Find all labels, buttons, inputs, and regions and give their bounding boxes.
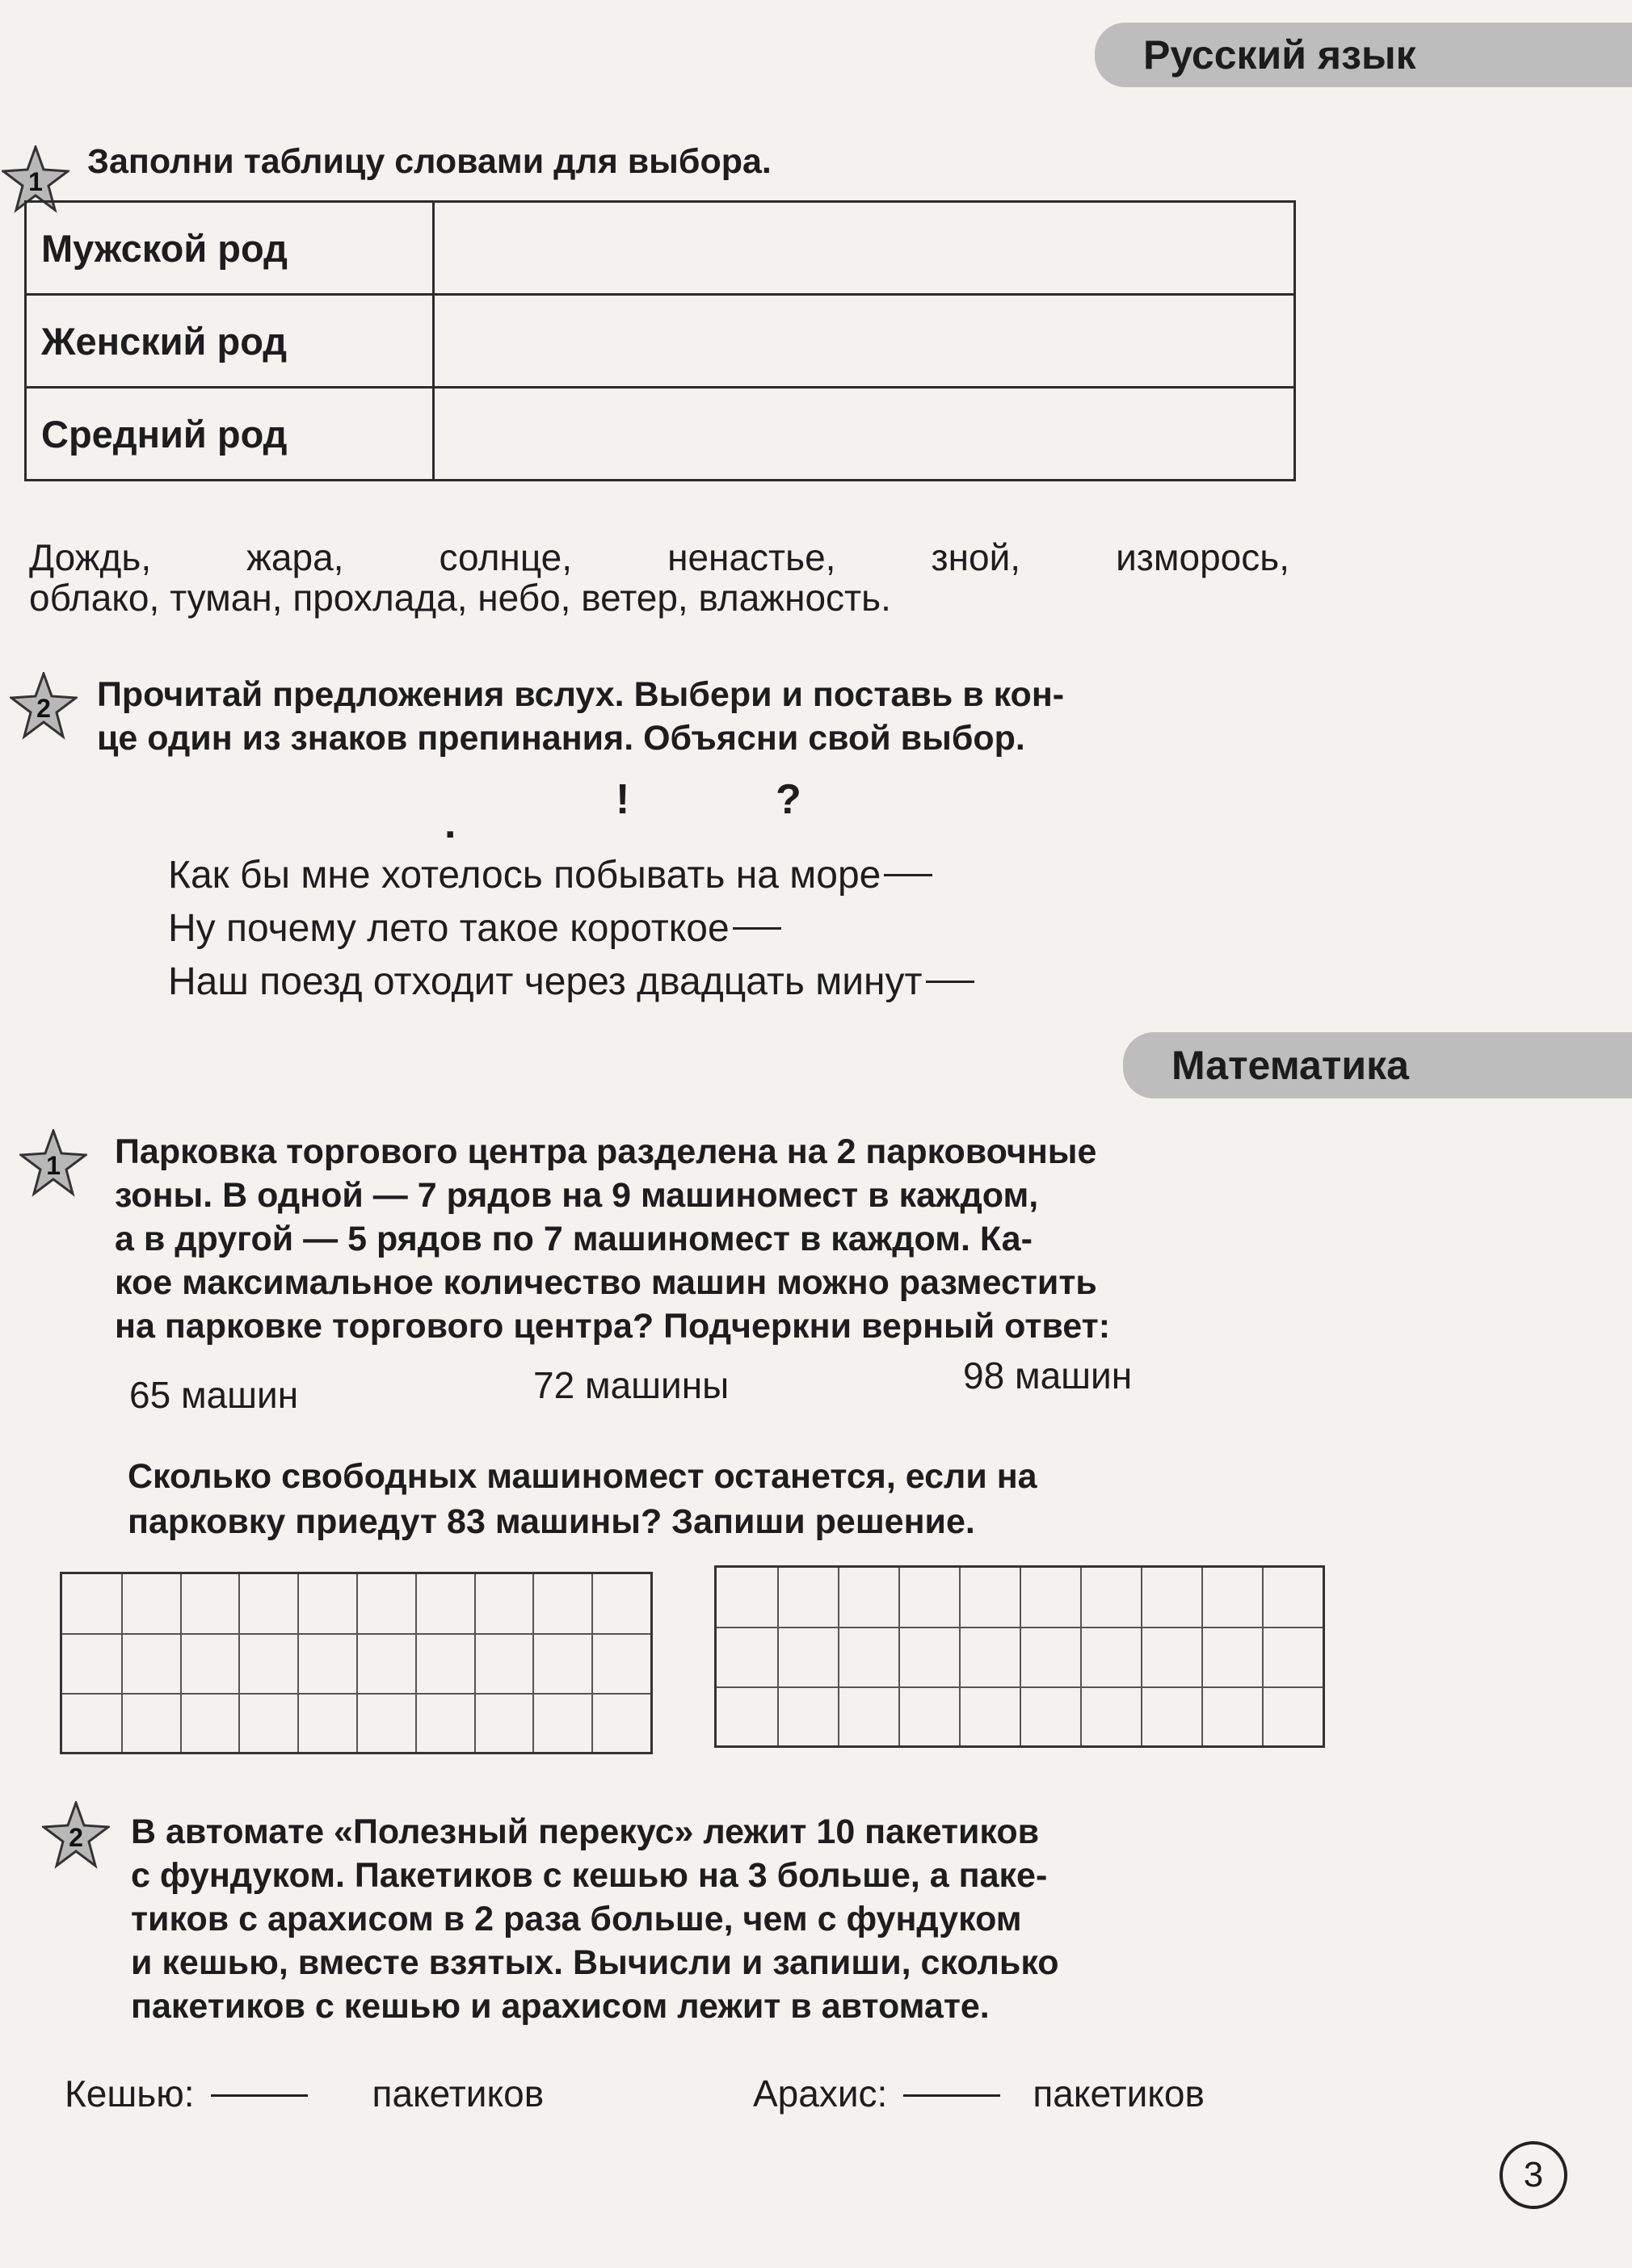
task-title: це один из знаков препинания. Объясни свой выбор. bbox=[97, 719, 1025, 758]
grid-line bbox=[297, 1574, 299, 1752]
answer-option[interactable]: 72 машины bbox=[533, 1364, 730, 1406]
grid-line bbox=[1141, 1568, 1142, 1745]
grid-line bbox=[1080, 1568, 1082, 1745]
gender-table bbox=[24, 200, 1296, 481]
grid-line bbox=[356, 1574, 358, 1752]
grid-line bbox=[1201, 1568, 1203, 1745]
answer-option[interactable]: 65 машин bbox=[129, 1374, 299, 1416]
grid-line bbox=[474, 1574, 476, 1752]
word-list: облако, туман, прохлада, небо, ветер, влажность. bbox=[29, 577, 891, 619]
grid-line bbox=[717, 1627, 1323, 1628]
word-list: Дождь, жара, солнце, ненастье, зной, изморось, bbox=[29, 536, 1289, 578]
task-text: кое максимальное количество машин можно разместить bbox=[115, 1263, 1097, 1302]
grid-line bbox=[717, 1686, 1323, 1688]
answer-cell[interactable] bbox=[434, 295, 1295, 388]
sentence-line: Как бы мне хотелось побывать на море bbox=[168, 850, 932, 901]
answer-blank[interactable] bbox=[733, 927, 781, 930]
grid-line bbox=[898, 1568, 900, 1745]
task-text: на парковке торгового центра? Подчеркни верный ответ: bbox=[115, 1307, 1111, 1346]
row-label: Женский род bbox=[26, 295, 434, 388]
row-label: Мужской род bbox=[26, 202, 434, 295]
sentence-line: Ну почему лето такое короткое bbox=[168, 903, 781, 955]
task-text: Сколько свободных машиномест останется, если на bbox=[128, 1457, 1037, 1496]
task-star-icon: 1 bbox=[2, 145, 69, 213]
task-star-icon: 1 bbox=[19, 1129, 87, 1197]
section-header-math: Математика bbox=[1123, 1032, 1632, 1098]
answer-cashew: Кешью: пакетиков bbox=[65, 2073, 545, 2115]
grid-line bbox=[1262, 1568, 1264, 1745]
task-title: Прочитай предложения вслух. Выбери и поставь в кон- bbox=[97, 675, 1065, 714]
answer-cell[interactable] bbox=[434, 202, 1295, 295]
answer-grid[interactable] bbox=[60, 1572, 653, 1754]
grid-line bbox=[532, 1574, 534, 1752]
punctuation-mark: . bbox=[444, 800, 456, 847]
page-number: 3 bbox=[1500, 2141, 1567, 2209]
table-row bbox=[26, 295, 1295, 388]
task-text: тиков с арахисом в 2 раза больше, чем с фундуком bbox=[131, 1900, 1022, 1938]
task-text: и кешью, вместе взятых. Вычисли и запиши, сколько bbox=[131, 1943, 1059, 1982]
answer-peanut: Арахис: пакетиков bbox=[753, 2073, 1205, 2115]
grid-line bbox=[62, 1633, 650, 1635]
grid-line bbox=[959, 1568, 961, 1745]
task-text: Парковка торгового центра разделена на 2 парковочные bbox=[115, 1132, 1097, 1171]
task-text: зоны. В одной — 7 рядов на 9 машиномест в каждом, bbox=[115, 1176, 1039, 1215]
answer-cell[interactable] bbox=[434, 388, 1295, 481]
grid-line bbox=[591, 1574, 593, 1752]
grid-line bbox=[777, 1568, 779, 1745]
answer-blank[interactable] bbox=[926, 981, 974, 983]
grid-line bbox=[180, 1574, 182, 1752]
punctuation-mark: ! bbox=[616, 776, 630, 823]
row-label: Средний род bbox=[26, 388, 434, 481]
task-title: Заполни таблицу словами для выбора. bbox=[87, 142, 772, 181]
answer-option[interactable]: 98 машин bbox=[963, 1354, 1133, 1396]
grid-line bbox=[1020, 1568, 1021, 1745]
grid-line bbox=[415, 1574, 417, 1752]
task-text: с фундуком. Пакетиков с кешью на 3 больше, а паке- bbox=[131, 1856, 1048, 1895]
grid-line bbox=[121, 1574, 123, 1752]
answer-grid[interactable] bbox=[714, 1565, 1325, 1748]
grid-line bbox=[238, 1574, 240, 1752]
sentence-line: Наш поезд отходит через двадцать минут bbox=[168, 956, 974, 1008]
section-header-russian: Русский язык bbox=[1095, 23, 1632, 87]
answer-blank[interactable] bbox=[884, 874, 932, 876]
answer-blank[interactable] bbox=[211, 2094, 308, 2097]
grid-line bbox=[838, 1568, 839, 1745]
task-text: В автомате «Полезный перекус» лежит 10 пакетиков bbox=[131, 1812, 1040, 1851]
punctuation-mark: ? bbox=[776, 776, 801, 823]
task-star-icon: 2 bbox=[10, 672, 78, 740]
grid-line bbox=[62, 1693, 650, 1695]
task-text: пакетиков с кешью и арахисом лежит в автомате. bbox=[131, 1987, 990, 2026]
task-star-icon: 2 bbox=[42, 1801, 110, 1869]
task-text: а в другой — 5 рядов по 7 машиномест в каждом. Ка- bbox=[115, 1220, 1033, 1258]
table-row bbox=[26, 388, 1295, 481]
table-row bbox=[26, 202, 1295, 295]
answer-blank[interactable] bbox=[903, 2094, 1000, 2097]
task-text: парковку приедут 83 машины? Запиши решение. bbox=[128, 1502, 975, 1541]
